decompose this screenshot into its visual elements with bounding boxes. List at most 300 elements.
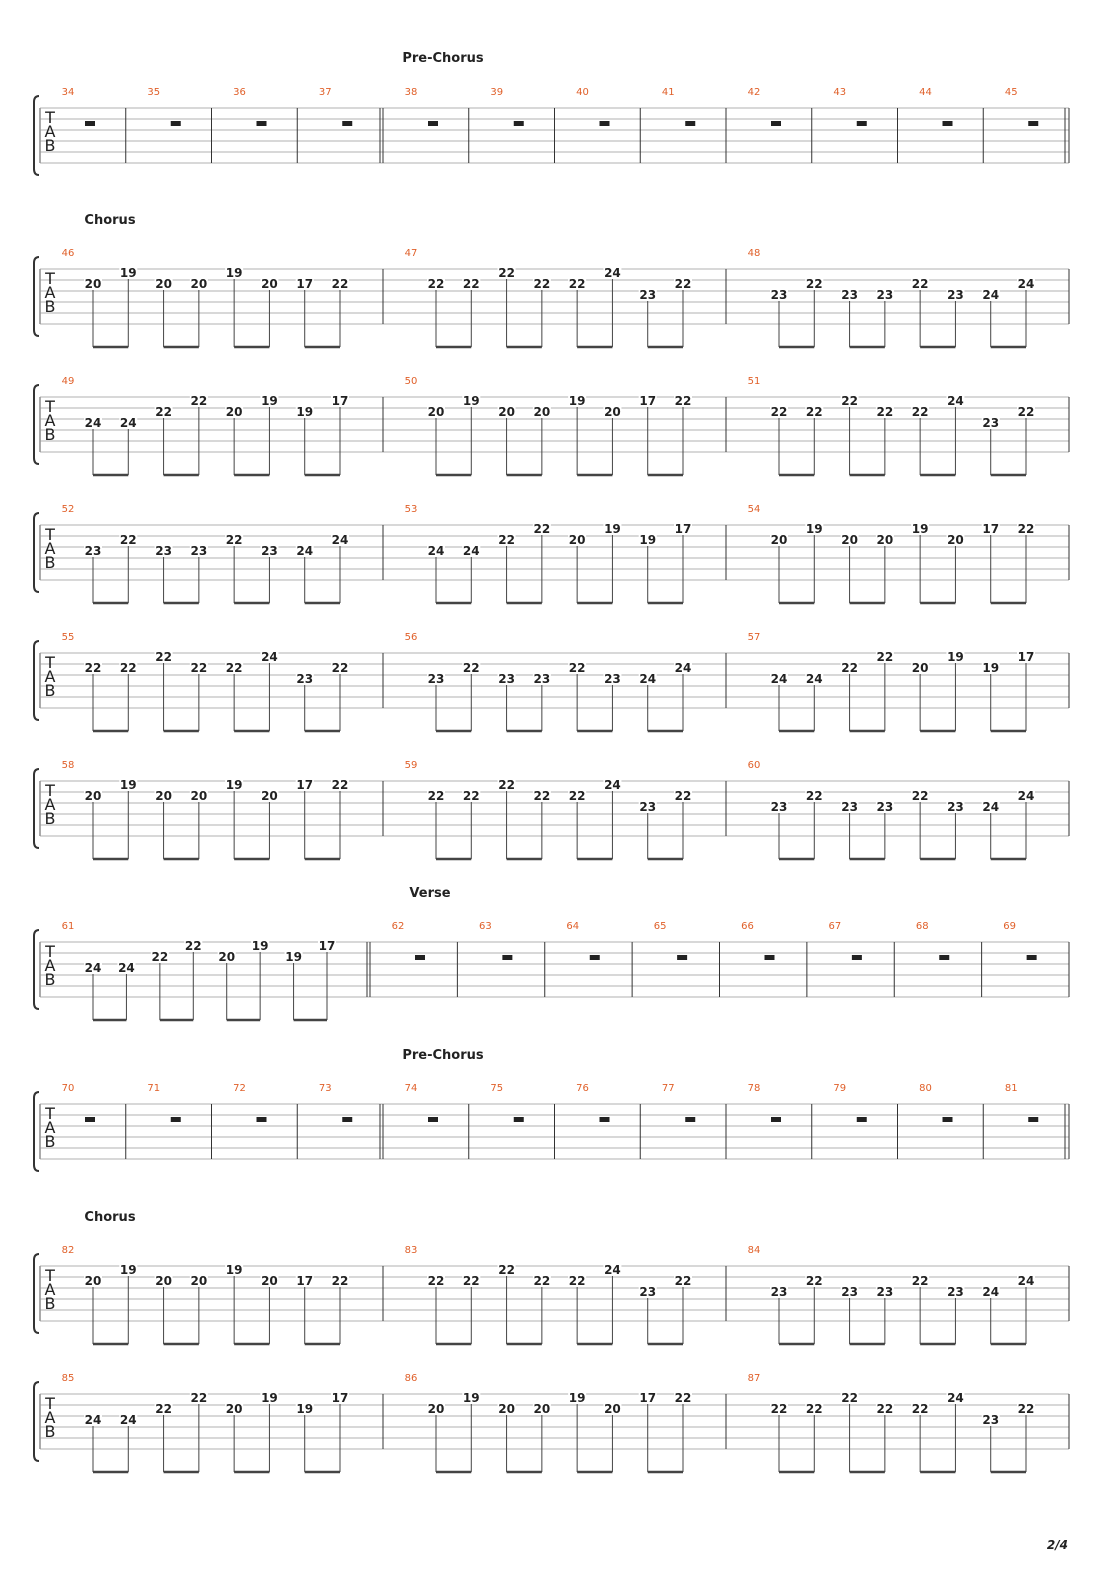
bar-number: 70 [61, 1083, 75, 1094]
bar-number: 64 [566, 921, 580, 932]
fret-number: 23 [947, 288, 964, 302]
bar-number: 55 [61, 632, 75, 643]
rest-mark [1028, 1117, 1038, 1122]
bar-number: 59 [404, 760, 418, 771]
fret-number: 20 [84, 789, 102, 803]
fret-number: 24 [1017, 277, 1035, 291]
fret-number: 19 [911, 522, 929, 536]
fret-number: 23 [604, 672, 621, 686]
fret-number: 20 [225, 405, 243, 419]
fret-number: 24 [1017, 789, 1035, 803]
fret-number: 17 [674, 522, 692, 536]
fret-number: 19 [225, 266, 243, 280]
bar-number: 85 [61, 1373, 75, 1384]
fret-number: 22 [533, 522, 551, 536]
fret-number: 22 [911, 277, 929, 291]
fret-number: 22 [674, 277, 692, 291]
fret-number: 24 [331, 533, 349, 547]
clef-letter-a: A [44, 1118, 56, 1137]
fret-number: 24 [805, 672, 823, 686]
clef-letter-b: B [44, 297, 56, 316]
rest-mark [685, 121, 695, 126]
fret-number: 19 [251, 939, 269, 953]
bar-number: 74 [404, 1083, 418, 1094]
fret-number: 22 [805, 789, 823, 803]
fret-number: 22 [498, 1263, 515, 1277]
bar-number: 48 [747, 248, 761, 259]
rest-mark [415, 955, 425, 960]
fret-number: 22 [674, 1274, 692, 1288]
fret-number: 22 [674, 789, 692, 803]
clef-letter-b: B [44, 425, 56, 444]
rest-mark [771, 121, 781, 126]
clef-letter-b: B [44, 970, 56, 989]
fret-number: 17 [296, 1274, 314, 1288]
rest-mark [171, 121, 181, 126]
fret-number: 20 [84, 277, 102, 291]
fret-number: 23 [982, 416, 1000, 430]
clef-letter-a: A [44, 795, 56, 814]
clef-letter-t: T [45, 525, 55, 544]
clef-letter-t: T [45, 108, 55, 127]
fret-number: 24 [261, 650, 278, 664]
fret-number: 23 [770, 288, 788, 302]
fret-number: 20 [604, 1402, 621, 1416]
rest-mark [765, 955, 775, 960]
fret-number: 23 [261, 544, 278, 558]
fret-number: 19 [119, 266, 137, 280]
bar-number: 60 [747, 760, 761, 771]
rest-mark [600, 121, 610, 126]
clef-letter-t: T [45, 942, 55, 961]
fret-number: 22 [155, 405, 172, 419]
fret-number: 22 [674, 1391, 692, 1405]
rest-mark [342, 1117, 352, 1122]
fret-number: 19 [982, 661, 1000, 675]
fret-number: 20 [604, 405, 621, 419]
fret-number: 23 [841, 800, 858, 814]
bar-number: 68 [915, 921, 929, 932]
rest-mark [342, 121, 352, 126]
fret-number: 23 [498, 672, 515, 686]
rest-mark [514, 1117, 524, 1122]
fret-number: 20 [261, 789, 278, 803]
fret-number: 23 [982, 1413, 1000, 1427]
fret-number: 24 [770, 672, 788, 686]
fret-number: 19 [119, 778, 137, 792]
fret-number: 24 [1017, 1274, 1035, 1288]
fret-number: 23 [533, 672, 551, 686]
bar-number: 82 [61, 1245, 75, 1256]
fret-number: 22 [805, 277, 823, 291]
fret-number: 22 [119, 533, 137, 547]
bar-number: 73 [318, 1083, 332, 1094]
system-bracket [34, 1254, 39, 1333]
fret-number: 22 [155, 1402, 172, 1416]
fret-number: 17 [331, 394, 349, 408]
fret-number: 20 [155, 277, 172, 291]
bar-number: 75 [490, 1083, 504, 1094]
section-label: Verse [409, 886, 451, 901]
fret-number: 22 [876, 405, 894, 419]
bar-number: 67 [828, 921, 842, 932]
bar-number: 71 [147, 1083, 161, 1094]
bar-number: 66 [741, 921, 754, 932]
fret-number: 22 [498, 778, 515, 792]
fret-number: 24 [982, 1285, 1000, 1299]
fret-number: 22 [151, 950, 169, 964]
bar-number: 62 [391, 921, 405, 932]
fret-number: 22 [331, 1274, 349, 1288]
bar-number: 49 [61, 376, 75, 387]
rest-mark [939, 955, 949, 960]
fret-number: 19 [285, 950, 302, 964]
fret-number: 22 [462, 661, 480, 675]
bar-number: 45 [1004, 87, 1018, 98]
fret-number: 20 [261, 277, 278, 291]
bar-number: 86 [404, 1373, 418, 1384]
fret-number: 19 [296, 405, 314, 419]
fret-number: 22 [674, 394, 692, 408]
system-bracket [34, 257, 39, 336]
bar-number: 52 [61, 504, 75, 515]
fret-number: 23 [947, 800, 964, 814]
bar-number: 83 [404, 1245, 418, 1256]
rest-mark [1027, 955, 1037, 960]
fret-number: 20 [947, 533, 964, 547]
rest-mark [857, 121, 867, 126]
rest-mark [85, 1117, 95, 1122]
bar-number: 72 [233, 1083, 246, 1094]
system-bracket [34, 641, 39, 720]
fret-number: 24 [84, 961, 102, 975]
fret-number: 17 [982, 522, 1000, 536]
fret-number: 22 [911, 1274, 929, 1288]
clef-letter-a: A [44, 539, 56, 558]
rest-mark [600, 1117, 610, 1122]
fret-number: 22 [190, 661, 208, 675]
fret-number: 23 [770, 1285, 788, 1299]
fret-number: 19 [568, 1391, 586, 1405]
fret-number: 17 [639, 1391, 657, 1405]
fret-number: 24 [427, 544, 445, 558]
bar-number: 65 [653, 921, 667, 932]
fret-number: 19 [225, 1263, 243, 1277]
bar-number: 37 [318, 87, 332, 98]
fret-number: 19 [296, 1402, 314, 1416]
rest-mark [943, 121, 953, 126]
fret-number: 22 [841, 394, 858, 408]
fret-number: 22 [1017, 1402, 1035, 1416]
clef-letter-a: A [44, 667, 56, 686]
fret-number: 22 [533, 277, 551, 291]
fret-number: 23 [190, 544, 208, 558]
fret-number: 20 [155, 1274, 172, 1288]
bar-number: 54 [747, 504, 761, 515]
bar-number: 41 [661, 87, 675, 98]
bar-number: 38 [404, 87, 418, 98]
clef-letter-b: B [44, 553, 56, 572]
fret-number: 23 [427, 672, 445, 686]
fret-number: 22 [568, 1274, 586, 1288]
clef-letter-b: B [44, 1294, 56, 1313]
fret-number: 23 [639, 288, 657, 302]
fret-number: 20 [261, 1274, 278, 1288]
rest-mark [502, 955, 512, 960]
bar-number: 36 [233, 87, 246, 98]
fret-number: 17 [639, 394, 657, 408]
bar-number: 56 [404, 632, 418, 643]
fret-number: 20 [533, 405, 551, 419]
fret-number: 22 [533, 1274, 551, 1288]
fret-number: 23 [876, 1285, 894, 1299]
bar-number: 58 [61, 760, 75, 771]
fret-number: 20 [427, 405, 445, 419]
fret-number: 22 [84, 661, 102, 675]
bar-number: 57 [747, 632, 761, 643]
rest-mark [428, 121, 438, 126]
rest-mark [171, 1117, 181, 1122]
bar-number: 47 [404, 248, 418, 259]
clef-letter-a: A [44, 122, 56, 141]
fret-number: 24 [604, 266, 621, 280]
fret-number: 17 [296, 277, 314, 291]
fret-number: 24 [982, 288, 1000, 302]
fret-number: 24 [118, 961, 135, 975]
fret-number: 20 [533, 1402, 551, 1416]
fret-number: 22 [498, 533, 515, 547]
fret-number: 22 [805, 1402, 823, 1416]
bar-number: 34 [61, 87, 75, 98]
bar-number: 39 [490, 87, 504, 98]
fret-number: 23 [841, 288, 858, 302]
clef-letter-a: A [44, 411, 56, 430]
fret-number: 19 [639, 533, 657, 547]
fret-number: 24 [84, 1413, 102, 1427]
fret-number: 22 [427, 277, 445, 291]
fret-number: 23 [155, 544, 172, 558]
rest-mark [943, 1117, 953, 1122]
clef-letter-b: B [44, 1422, 56, 1441]
clef-letter-b: B [44, 681, 56, 700]
clef-letter-b: B [44, 136, 56, 155]
fret-number: 22 [427, 789, 445, 803]
fret-number: 22 [119, 661, 137, 675]
rest-mark [428, 1117, 438, 1122]
fret-number: 22 [1017, 522, 1035, 536]
fret-number: 20 [841, 533, 858, 547]
fret-number: 20 [876, 533, 894, 547]
fret-number: 20 [84, 1274, 102, 1288]
rest-mark [257, 121, 267, 126]
system-bracket [34, 930, 39, 1009]
fret-number: 20 [498, 405, 515, 419]
fret-number: 17 [318, 939, 336, 953]
fret-number: 22 [225, 533, 243, 547]
rest-mark [85, 121, 95, 126]
fret-number: 22 [225, 661, 243, 675]
fret-number: 24 [296, 544, 314, 558]
clef-letter-t: T [45, 781, 55, 800]
clef-letter-a: A [44, 956, 56, 975]
bar-number: 76 [576, 1083, 589, 1094]
fret-number: 22 [331, 778, 349, 792]
fret-number: 24 [119, 1413, 137, 1427]
system-bracket [34, 513, 39, 592]
fret-number: 22 [190, 1391, 208, 1405]
fret-number: 22 [331, 661, 349, 675]
fret-number: 23 [84, 544, 102, 558]
fret-number: 24 [119, 416, 137, 430]
fret-number: 17 [1017, 650, 1035, 664]
fret-number: 22 [533, 789, 551, 803]
fret-number: 22 [462, 1274, 480, 1288]
fret-number: 22 [876, 650, 894, 664]
fret-number: 22 [155, 650, 172, 664]
fret-number: 22 [770, 405, 788, 419]
fret-number: 24 [639, 672, 657, 686]
rest-mark [514, 121, 524, 126]
bar-number: 42 [747, 87, 761, 98]
clef-letter-t: T [45, 1266, 55, 1285]
fret-number: 19 [568, 394, 586, 408]
fret-number: 19 [119, 1263, 137, 1277]
clef-letter-b: B [44, 809, 56, 828]
fret-number: 22 [805, 405, 823, 419]
section-label: Pre-Chorus [402, 51, 484, 66]
fret-number: 22 [190, 394, 208, 408]
fret-number: 20 [190, 277, 208, 291]
fret-number: 22 [462, 789, 480, 803]
fret-number: 22 [568, 661, 586, 675]
bar-number: 61 [61, 921, 75, 932]
fret-number: 23 [639, 800, 657, 814]
fret-number: 22 [568, 277, 586, 291]
bar-number: 53 [404, 504, 418, 515]
fret-number: 19 [261, 1391, 278, 1405]
fret-number: 20 [498, 1402, 515, 1416]
clef-letter-t: T [45, 397, 55, 416]
bar-number: 78 [747, 1083, 761, 1094]
bar-number: 79 [833, 1083, 847, 1094]
fret-number: 22 [805, 1274, 823, 1288]
bar-number: 69 [1003, 921, 1016, 932]
system-bracket [34, 1092, 39, 1171]
fret-number: 24 [947, 394, 964, 408]
clef-letter-b: B [44, 1132, 56, 1151]
fret-number: 23 [296, 672, 314, 686]
rest-mark [852, 955, 862, 960]
fret-number: 22 [331, 277, 349, 291]
bar-number: 44 [919, 87, 932, 98]
fret-number: 24 [604, 778, 621, 792]
fret-number: 17 [331, 1391, 349, 1405]
section-label: Chorus [84, 1210, 136, 1225]
fret-number: 22 [841, 661, 858, 675]
fret-number: 19 [805, 522, 823, 536]
bar-number: 77 [661, 1083, 675, 1094]
clef-letter-a: A [44, 1408, 56, 1427]
fret-number: 20 [155, 789, 172, 803]
fret-number: 19 [947, 650, 964, 664]
rest-mark [685, 1117, 695, 1122]
rest-mark [590, 955, 600, 960]
fret-number: 23 [770, 800, 788, 814]
fret-number: 23 [947, 1285, 964, 1299]
fret-number: 20 [911, 661, 929, 675]
fret-number: 22 [568, 789, 586, 803]
bar-number: 51 [747, 376, 761, 387]
fret-number: 24 [674, 661, 692, 675]
fret-number: 19 [462, 1391, 480, 1405]
page-number: 2/4 [1046, 1538, 1068, 1552]
clef-letter-t: T [45, 653, 55, 672]
bar-number: 87 [747, 1373, 761, 1384]
bar-number: 63 [479, 921, 492, 932]
fret-number: 22 [184, 939, 202, 953]
fret-number: 22 [427, 1274, 445, 1288]
clef-letter-t: T [45, 1104, 55, 1123]
fret-number: 23 [876, 288, 894, 302]
fret-number: 20 [427, 1402, 445, 1416]
fret-number: 22 [911, 1402, 929, 1416]
fret-number: 22 [876, 1402, 894, 1416]
fret-number: 24 [462, 544, 480, 558]
fret-number: 23 [876, 800, 894, 814]
bar-number: 35 [147, 87, 161, 98]
rest-mark [677, 955, 687, 960]
bar-number: 84 [747, 1245, 761, 1256]
clef-letter-t: T [45, 1394, 55, 1413]
section-label: Pre-Chorus [402, 1048, 484, 1063]
fret-number: 22 [462, 277, 480, 291]
fret-number: 22 [841, 1391, 858, 1405]
fret-number: 23 [841, 1285, 858, 1299]
system-bracket [34, 96, 39, 175]
system-bracket [34, 385, 39, 464]
bar-number: 80 [919, 1083, 932, 1094]
fret-number: 22 [911, 405, 929, 419]
fret-number: 20 [225, 1402, 243, 1416]
fret-number: 20 [568, 533, 586, 547]
fret-number: 19 [225, 778, 243, 792]
fret-number: 19 [462, 394, 480, 408]
fret-number: 22 [770, 1402, 788, 1416]
fret-number: 24 [604, 1263, 621, 1277]
rest-mark [857, 1117, 867, 1122]
fret-number: 20 [190, 1274, 208, 1288]
rest-mark [257, 1117, 267, 1122]
fret-number: 20 [190, 789, 208, 803]
fret-number: 19 [604, 522, 621, 536]
fret-number: 24 [982, 800, 1000, 814]
section-label: Chorus [84, 213, 136, 228]
system-bracket [34, 1382, 39, 1461]
fret-number: 20 [770, 533, 788, 547]
fret-number: 22 [911, 789, 929, 803]
fret-number: 19 [261, 394, 278, 408]
rest-mark [771, 1117, 781, 1122]
clef-letter-a: A [44, 1280, 56, 1299]
bar-number: 50 [404, 376, 418, 387]
fret-number: 22 [1017, 405, 1035, 419]
bar-number: 81 [1004, 1083, 1018, 1094]
fret-number: 24 [947, 1391, 964, 1405]
bar-number: 46 [61, 248, 75, 259]
fret-number: 20 [218, 950, 236, 964]
bar-number: 43 [833, 87, 847, 98]
fret-number: 23 [639, 1285, 657, 1299]
